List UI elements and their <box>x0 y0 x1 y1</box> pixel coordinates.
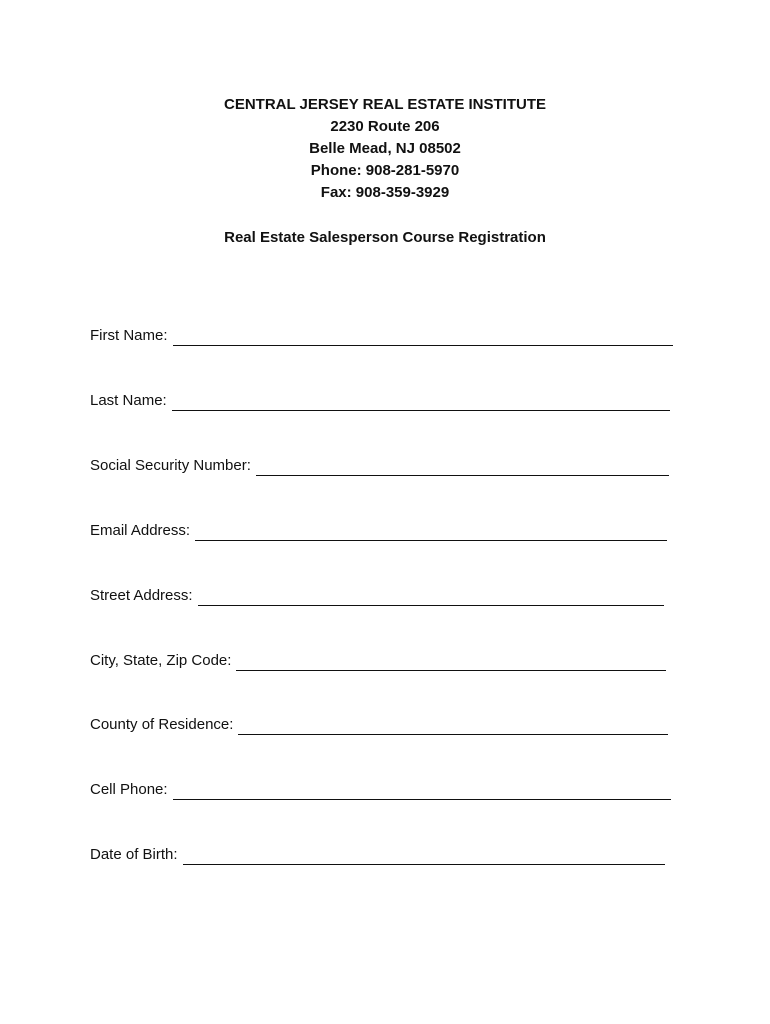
city-state-zip-field <box>90 647 666 671</box>
institute-name: CENTRAL JERSEY REAL ESTATE INSTITUTE <box>224 96 546 113</box>
email-field <box>90 517 667 541</box>
last-name-field <box>90 387 670 411</box>
street-address-blank[interactable] <box>198 587 664 606</box>
course-title: Real Estate Salesperson Course Registration <box>224 229 546 246</box>
first-name-field <box>90 322 673 346</box>
institute-city: Belle Mead, NJ 08502 <box>309 140 461 157</box>
email-label: Email Address: <box>90 522 191 539</box>
ssn-blank[interactable] <box>256 457 669 476</box>
dob-label: Date of Birth: <box>90 846 178 863</box>
ssn-label: Social Security Number: <box>90 457 251 474</box>
institute-phone: Phone: 908-281-5970 <box>310 162 460 179</box>
first-name-label: First Name: <box>90 327 168 344</box>
street-address-field <box>90 582 664 606</box>
institute-header <box>0 94 770 204</box>
email-blank[interactable] <box>195 522 667 541</box>
last-name-label: Last Name: <box>90 392 167 409</box>
ssn-field <box>90 452 669 476</box>
county-blank[interactable] <box>238 716 668 735</box>
cell-phone-label: Cell Phone: <box>90 781 168 798</box>
cell-phone-blank[interactable] <box>173 781 671 800</box>
first-name-blank[interactable] <box>173 327 673 346</box>
street-address-label: Street Address: <box>90 587 193 604</box>
dob-field <box>90 841 665 865</box>
county-field <box>90 711 668 735</box>
dob-blank[interactable] <box>183 846 665 865</box>
city-state-zip-blank[interactable] <box>236 652 666 671</box>
city-state-zip-label: City, State, Zip Code: <box>90 652 232 669</box>
last-name-blank[interactable] <box>172 392 670 411</box>
institute-street: 2230 Route 206 <box>330 118 440 135</box>
cell-phone-field <box>90 776 671 800</box>
county-label: County of Residence: <box>90 716 234 733</box>
institute-fax: Fax: 908-359-3929 <box>320 184 450 201</box>
